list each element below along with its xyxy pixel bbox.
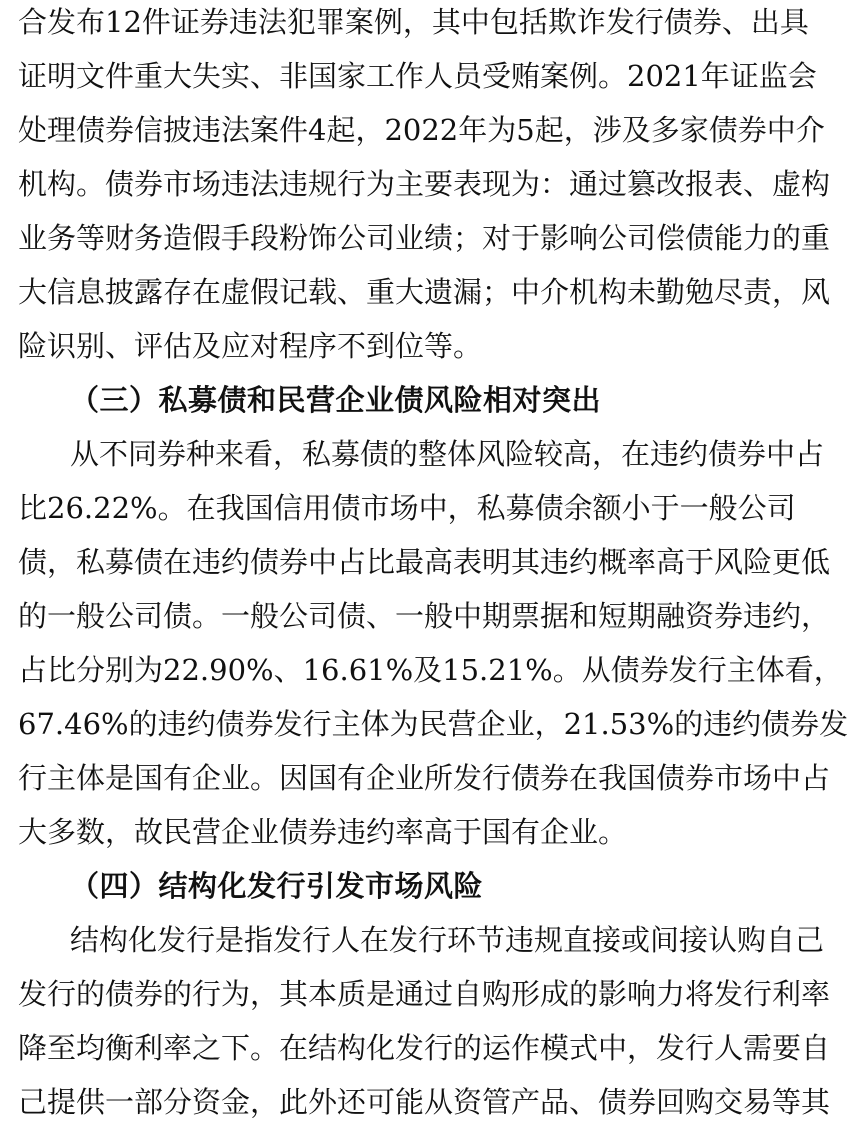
paragraph-line: 占比分别为22.90%、16.61%及15.21%。从债券发行主体看， [18, 653, 843, 687]
paragraph-line: 发行的债券的行为，其本质是通过自购形成的影响力将发行利率 [18, 977, 831, 1011]
section-heading-3: （三）私募债和民营企业债风险相对突出 [70, 383, 602, 417]
paragraph-line: 险识别、评估及应对程序不到位等。 [18, 329, 483, 363]
paragraph-line: 行主体是国有企业。因国有企业所发行债券在我国债券市场中占 [18, 761, 831, 795]
paragraph-line: 67.46%的违约债券发行主体为民营企业，21.53%的违约债券发 [18, 707, 848, 741]
paragraph-line: 合发布12件证券违法犯罪案例，其中包括欺诈发行债券、出具 [18, 5, 809, 39]
paragraph-line: 业务等财务造假手段粉饰公司业绩；对于影响公司偿债能力的重 [18, 221, 831, 255]
paragraph-line: 机构。债券市场违法违规行为主要表现为：通过篡改报表、虚构 [18, 167, 831, 201]
section-heading-4: （四）结构化发行引发市场风险 [70, 869, 484, 903]
paragraph-line: 的一般公司债。一般公司债、一般中期票据和短期融资券违约， [18, 599, 831, 633]
paragraph-line: 降至均衡利率之下。在结构化发行的运作模式中，发行人需要自 [18, 1031, 831, 1065]
paragraph-line: 债，私募债在违约债券中占比最高表明其违约概率高于风险更低 [18, 545, 831, 579]
paragraph-line: 己提供一部分资金，此外还可能从资管产品、债券回购交易等其 [18, 1085, 831, 1119]
paragraph-line: 大多数，故民营企业债券违约率高于国有企业。 [18, 815, 628, 849]
paragraph-line: 证明文件重大失实、非国家工作人员受贿案例。2021年证监会 [18, 59, 817, 93]
paragraph-line: 结构化发行是指发行人在发行环节违规直接或间接认购自己 [70, 923, 825, 957]
paragraph-line: 比26.22%。在我国信用债市场中，私募债余额小于一般公司 [18, 491, 796, 525]
paragraph-line: 从不同券种来看，私募债的整体风险较高，在违约债券中占 [70, 437, 825, 471]
paragraph-line: 大信息披露存在虚假记载、重大遗漏；中介机构未勤勉尽责，风 [18, 275, 831, 309]
paragraph-line: 处理债券信披违法案件4起，2022年为5起，涉及多家债券中介 [18, 113, 825, 147]
